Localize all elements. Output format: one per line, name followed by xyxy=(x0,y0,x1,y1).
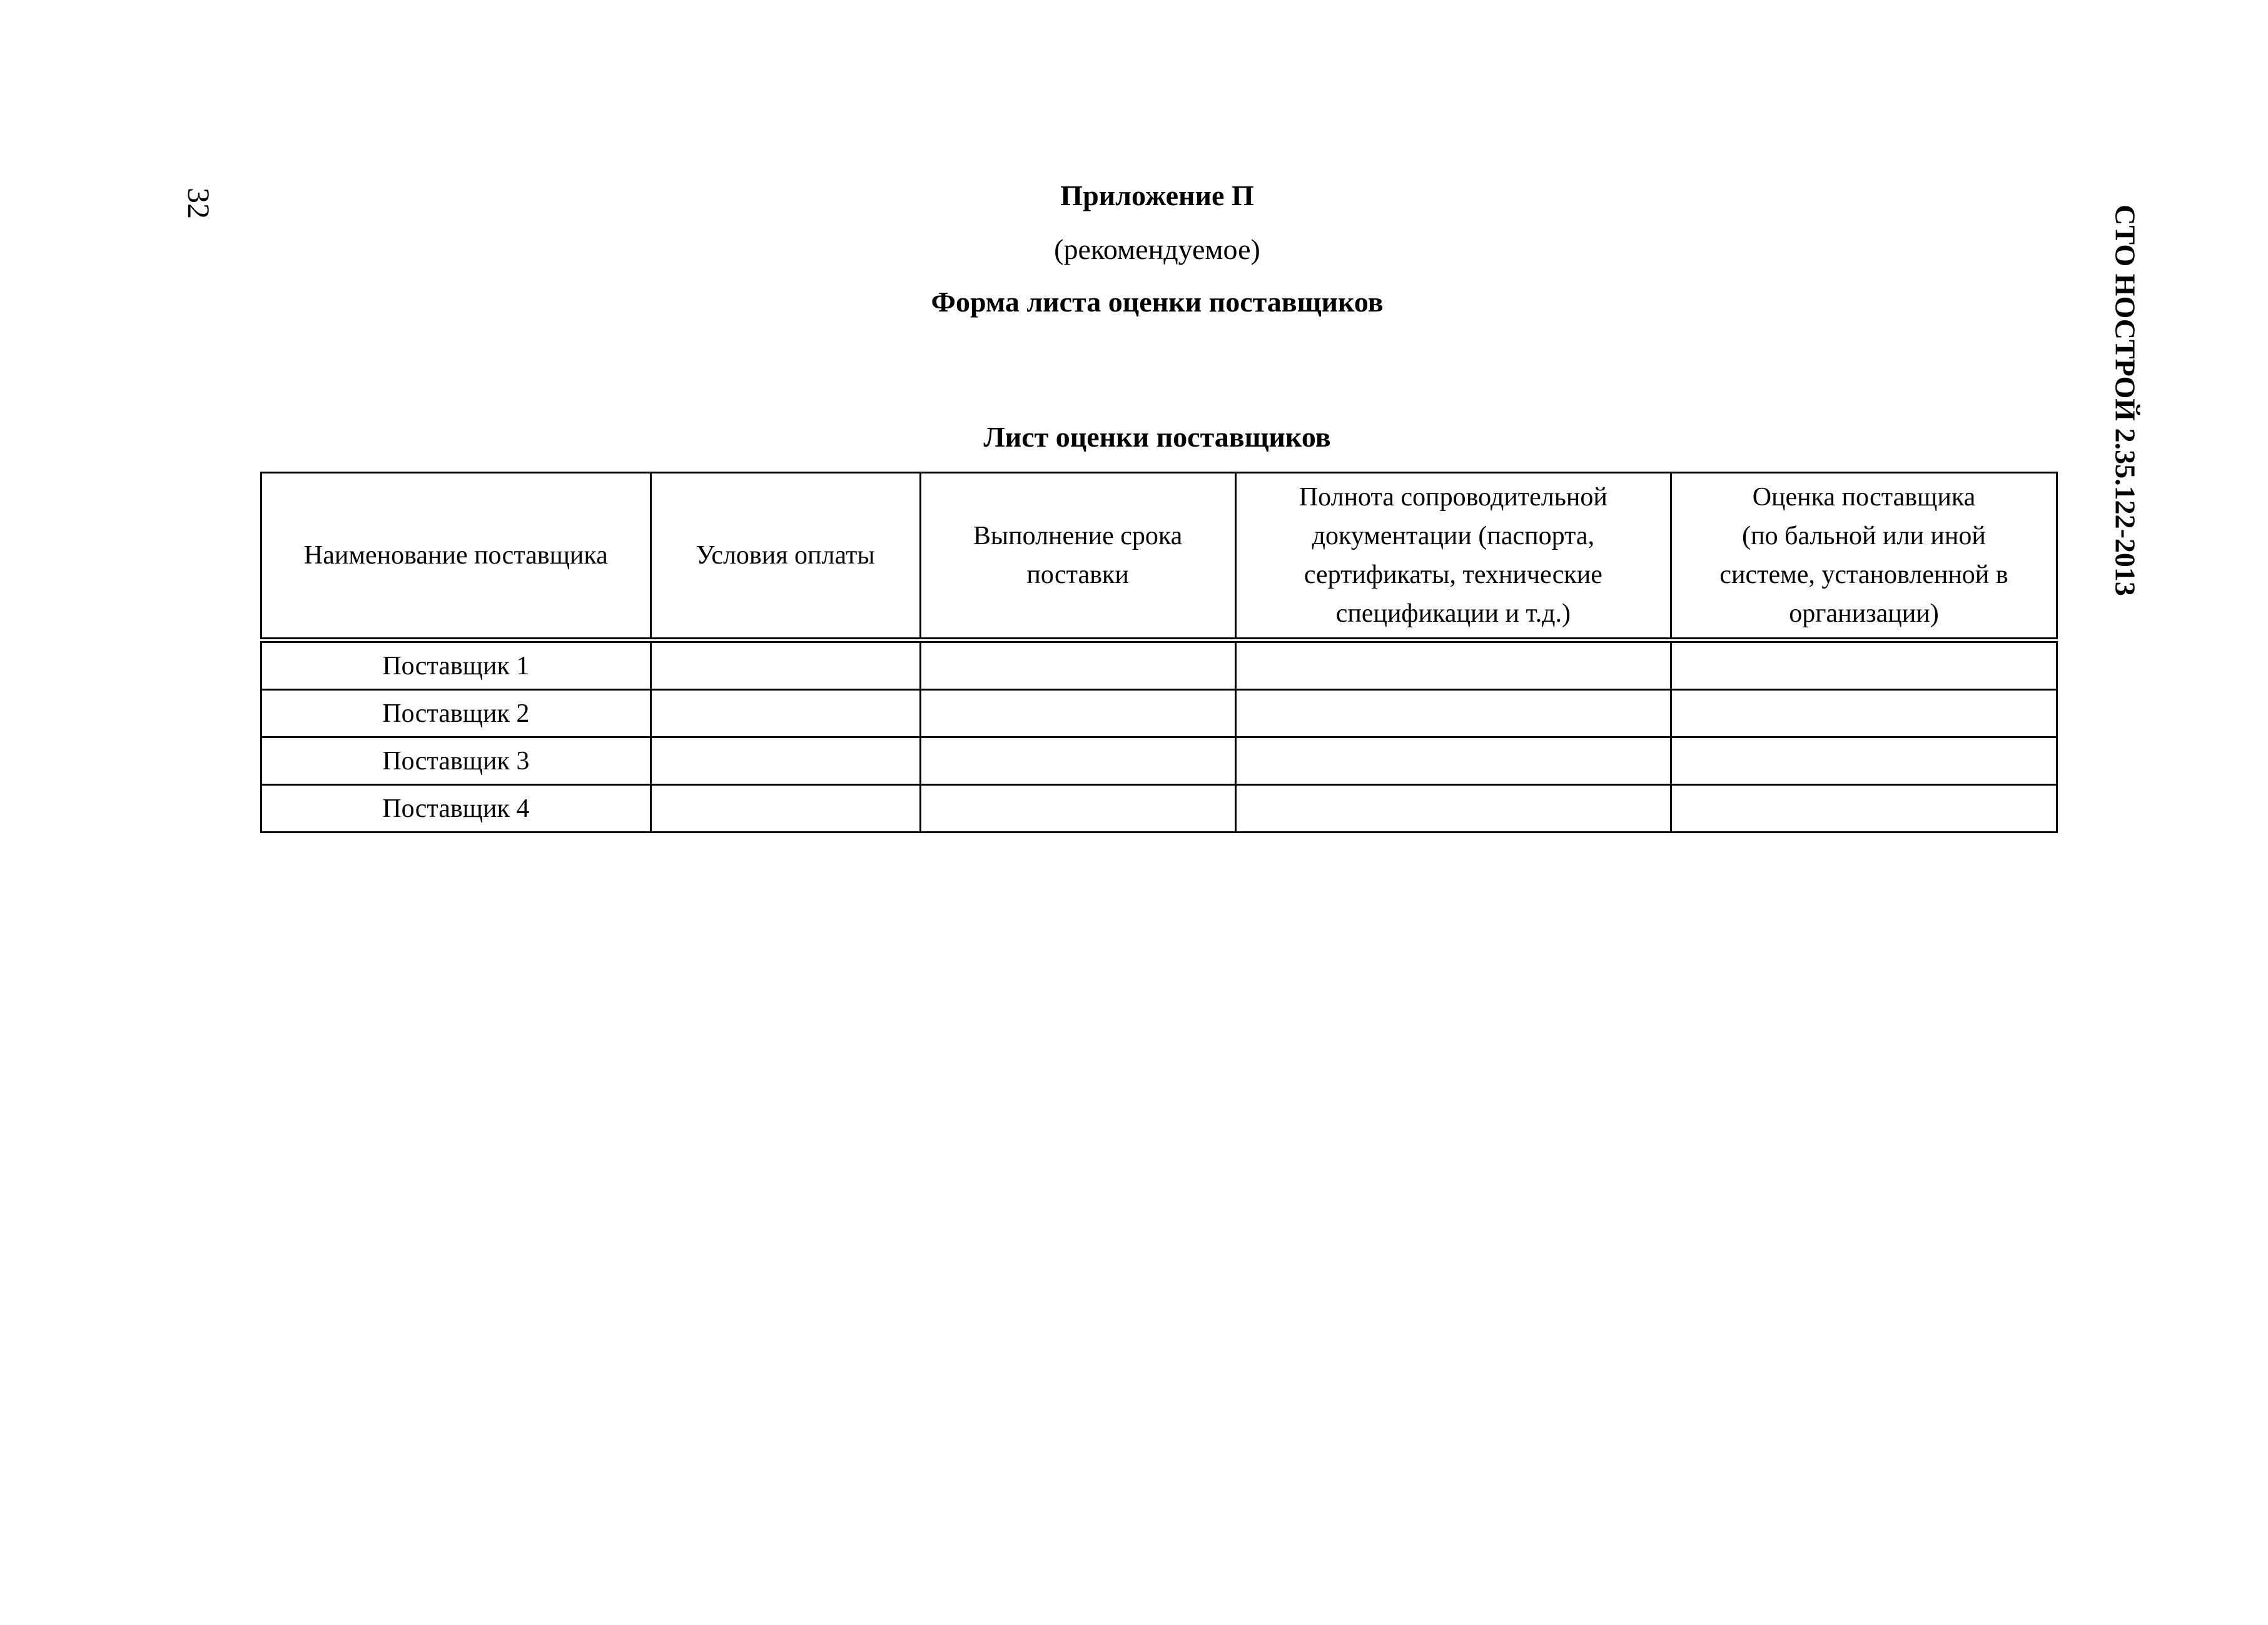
rating-cell xyxy=(1671,785,2057,833)
document-code: СТО НОСТРОЙ 2.35.122-2013 xyxy=(2109,205,2142,596)
documentation-cell xyxy=(1235,785,1671,833)
supplier-name-cell: Поставщик 4 xyxy=(261,785,651,833)
delivery-deadline-cell xyxy=(920,690,1235,737)
delivery-deadline-cell xyxy=(920,737,1235,785)
payment-terms-cell xyxy=(651,737,920,785)
documentation-cell xyxy=(1235,690,1671,737)
table-row xyxy=(261,690,2057,737)
header-documentation-completeness: Полнота сопроводительной документации (паспорта, сертификаты, технические спецификации и т.д.) xyxy=(1235,473,1671,640)
rating-cell xyxy=(1671,690,2057,737)
supplier-name-cell: Поставщик 3 xyxy=(261,737,651,785)
table-header xyxy=(261,473,2057,640)
table-row xyxy=(261,737,2057,785)
supplier-evaluation-table xyxy=(260,472,2058,833)
appendix-title: Приложение П xyxy=(1060,180,1254,211)
table-body xyxy=(261,640,2057,833)
table-title: Лист оценки поставщиков xyxy=(983,421,1331,453)
appendix-status: (рекомендуемое) xyxy=(1054,233,1260,265)
header-payment-terms: Условия оплаты xyxy=(651,473,920,640)
payment-terms-cell xyxy=(651,785,920,833)
delivery-deadline-cell xyxy=(920,785,1235,833)
rating-cell xyxy=(1671,737,2057,785)
documentation-cell xyxy=(1235,737,1671,785)
form-title: Форма листа оценки поставщиков xyxy=(931,286,1384,318)
table-row xyxy=(261,785,2057,833)
supplier-name-cell: Поставщик 2 xyxy=(261,690,651,737)
page-number: 32 xyxy=(181,188,216,219)
supplier-name-cell: Поставщик 1 xyxy=(261,640,651,690)
header-supplier-rating: Оценка поставщика (по бальной или иной системе, установленной в организации) xyxy=(1671,473,2057,640)
payment-terms-cell xyxy=(651,690,920,737)
documentation-cell xyxy=(1235,640,1671,690)
table-row xyxy=(261,640,2057,690)
delivery-deadline-cell xyxy=(920,640,1235,690)
payment-terms-cell xyxy=(651,640,920,690)
rating-cell xyxy=(1671,640,2057,690)
header-supplier-name: Наименование поставщика xyxy=(261,473,651,640)
header-delivery-deadline: Выполнение срока поставки xyxy=(920,473,1235,640)
header-row xyxy=(261,473,2057,640)
